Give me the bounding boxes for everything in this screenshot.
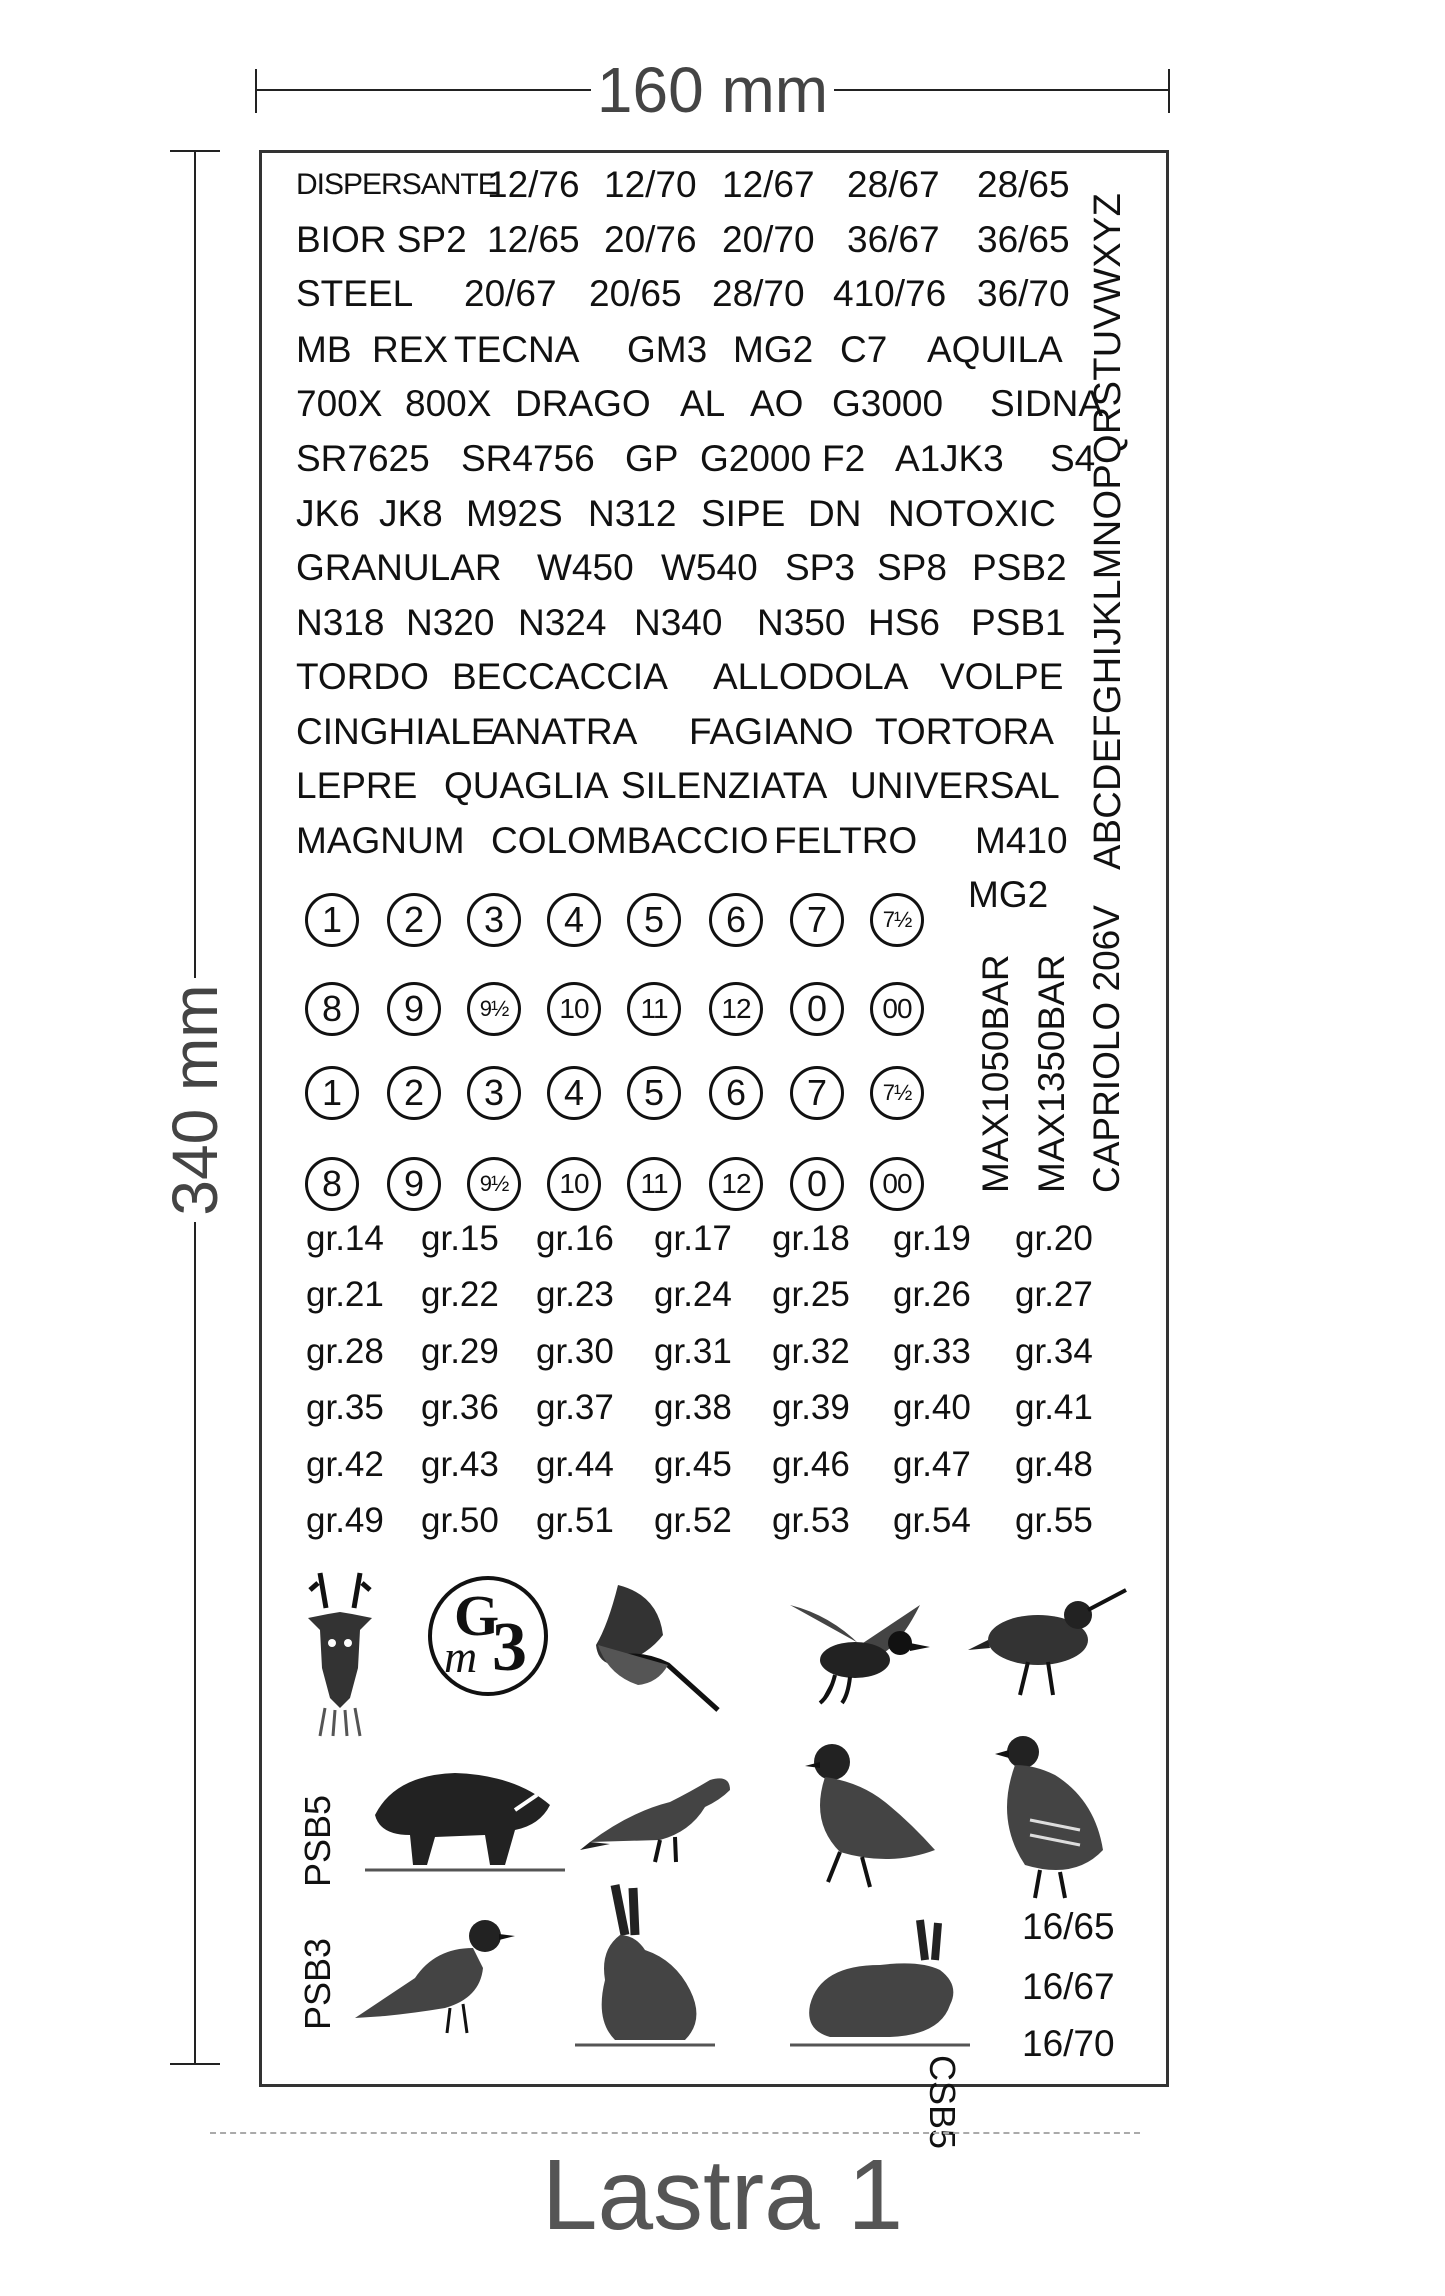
height-label: 340 mm <box>159 978 231 1221</box>
height-dimension <box>150 150 240 2065</box>
plate-text-item: 12/65 <box>487 219 580 260</box>
shot-number-circle: 1 <box>305 893 359 947</box>
gram-label: gr.53 <box>772 1501 850 1540</box>
gram-label: gr.14 <box>306 1219 384 1258</box>
gram-label: gr.47 <box>893 1445 971 1484</box>
plate-text-item: PSB1 <box>971 602 1066 643</box>
gram-label: gr.16 <box>536 1219 614 1258</box>
plate-text-item: F2 <box>822 438 866 479</box>
plate-text-item: N312 <box>588 493 677 534</box>
shot-number-circle: 2 <box>387 1066 441 1120</box>
gram-label: gr.29 <box>421 1332 499 1371</box>
plate-text-item: COLOMBACCIO <box>491 820 769 861</box>
plate-text-item: 410/76 <box>833 273 947 314</box>
duck-flying-icon <box>780 1585 940 1705</box>
plate-text-item: 20/70 <box>722 219 815 260</box>
capriolo-label: CAPRIOLO 206V <box>1086 905 1127 1193</box>
gram-label: gr.35 <box>306 1388 384 1427</box>
gram-label: gr.51 <box>536 1501 614 1540</box>
roe-deer-icon <box>290 1568 390 1738</box>
max1350-label: MAX1350BAR <box>1031 954 1072 1193</box>
shot-number-circle: 0 <box>790 982 844 1036</box>
shot-number-circle: 9 <box>387 1157 441 1211</box>
plate-text-item: VOLPE <box>940 656 1064 697</box>
gram-label: gr.27 <box>1015 1275 1093 1314</box>
size-16-65: 16/65 <box>1022 1906 1115 1947</box>
width-label: 160 mm <box>591 54 834 126</box>
plate-text-item: N320 <box>406 602 495 643</box>
plate-text-item: BIOR SP2 <box>296 219 467 260</box>
plate-text-item: 36/70 <box>977 273 1070 314</box>
plate-text-item: SIDNA <box>990 383 1104 424</box>
plate-text-item: N324 <box>518 602 607 643</box>
shot-number-circle: 1 <box>305 1066 359 1120</box>
shot-number-circle: 3 <box>467 893 521 947</box>
shot-number-circle: 8 <box>305 1157 359 1211</box>
size-16-67: 16/67 <box>1022 1966 1115 2007</box>
shot-number-circle: 9½ <box>467 1157 521 1211</box>
shot-number-circle: 4 <box>547 893 601 947</box>
plate-text-item: MAGNUM <box>296 820 465 861</box>
shot-number-circle: 2 <box>387 893 441 947</box>
shot-number-circle: 10 <box>547 982 601 1036</box>
gram-label: gr.43 <box>421 1445 499 1484</box>
plate-text-item: 800X <box>405 383 492 424</box>
plate-text-item: 12/76 <box>487 164 580 205</box>
plate-text-item: JK3 <box>940 438 1004 479</box>
shot-number-circle: 10 <box>547 1157 601 1211</box>
plate-text-item: STEEL <box>296 273 414 314</box>
snipe-icon <box>968 1570 1128 1700</box>
plate-text-item: W450 <box>537 547 634 588</box>
gram-label: gr.31 <box>654 1332 732 1371</box>
shot-number-circle: 9½ <box>467 982 521 1036</box>
width-dimension <box>255 55 1170 125</box>
gram-label: gr.20 <box>1015 1219 1093 1258</box>
plate-text-item: G2000 <box>700 438 812 479</box>
plate-text-item: 36/65 <box>977 219 1070 260</box>
plate-text-item: SP8 <box>877 547 947 588</box>
thrush-icon <box>355 1908 515 2038</box>
pigeon-icon <box>790 1732 940 1892</box>
plate-text-item: UNIVERSAL <box>850 765 1060 806</box>
plate-text-item: DRAGO <box>515 383 651 424</box>
plate-text-item: JK8 <box>379 493 443 534</box>
gram-label: gr.50 <box>421 1501 499 1540</box>
gram-label: gr.46 <box>772 1445 850 1484</box>
gram-label: gr.55 <box>1015 1501 1093 1540</box>
plate-text-item: G3000 <box>832 383 944 424</box>
plate-text-item: 700X <box>296 383 383 424</box>
plate-text-item: CINGHIALE <box>296 711 496 752</box>
plate-text-item: SR7625 <box>296 438 430 479</box>
partridge-icon <box>985 1730 1115 1900</box>
shot-number-circle: 4 <box>547 1066 601 1120</box>
plate-text-item: SILENZIATA <box>621 765 828 806</box>
plate-text-item: TECNA <box>454 329 580 370</box>
shot-number-circle: 5 <box>627 893 681 947</box>
gram-label: gr.45 <box>654 1445 732 1484</box>
plate-text-item: HS6 <box>868 602 940 643</box>
gram-label: gr.41 <box>1015 1388 1093 1427</box>
gram-label: gr.28 <box>306 1332 384 1371</box>
gram-label: gr.34 <box>1015 1332 1093 1371</box>
gram-label: gr.42 <box>306 1445 384 1484</box>
plate-text-item: DISPERSANTE <box>296 168 497 201</box>
psb5-label: PSB5 <box>297 1794 338 1887</box>
plate-text-item: TORDO <box>296 656 429 697</box>
gram-label: gr.48 <box>1015 1445 1093 1484</box>
mg2-label: MG2 <box>968 874 1049 915</box>
shot-number-circle: 3 <box>467 1066 521 1120</box>
gram-label: gr.25 <box>772 1275 850 1314</box>
plate-text-item: QUAGLIA <box>444 765 609 806</box>
plate-text-item: SIPE <box>701 493 786 534</box>
plate-text-item: 28/67 <box>847 164 940 205</box>
plate-text-item: 20/67 <box>464 273 557 314</box>
max1050-label: MAX1050BAR <box>975 954 1016 1193</box>
plate-text-item: NOTOXIC <box>888 493 1056 534</box>
gram-label: gr.33 <box>893 1332 971 1371</box>
gram-label: gr.37 <box>536 1388 614 1427</box>
shot-number-circle: 7½ <box>870 1066 924 1120</box>
gram-label: gr.52 <box>654 1501 732 1540</box>
plate-text-item: MB <box>296 329 352 370</box>
gram-label: gr.38 <box>654 1388 732 1427</box>
gram-label: gr.19 <box>893 1219 971 1258</box>
boar-icon <box>365 1755 565 1875</box>
plate-text-item: MG2 <box>733 329 814 370</box>
plate-text-item: A1 <box>895 438 941 479</box>
plate-text-item: S4 <box>1050 438 1096 479</box>
plate-text-item: N350 <box>757 602 846 643</box>
gram-label: gr.54 <box>893 1501 971 1540</box>
rabbit-icon <box>790 1915 970 2055</box>
plate-text-item: AO <box>750 383 804 424</box>
gram-label: gr.15 <box>421 1219 499 1258</box>
shot-number-circle: 6 <box>709 1066 763 1120</box>
turtle-dove-icon <box>580 1752 740 1872</box>
shot-number-circle: 00 <box>870 1157 924 1211</box>
plate-text-item: ALLODOLA <box>713 656 909 697</box>
gram-label: gr.30 <box>536 1332 614 1371</box>
shot-number-circle: 0 <box>790 1157 844 1211</box>
plate-text-item: FAGIANO <box>689 711 854 752</box>
gram-label: gr.39 <box>772 1388 850 1427</box>
csb5-label: CSB5 <box>922 2055 963 2150</box>
size-16-70: 16/70 <box>1022 2023 1115 2064</box>
plate-text-item: TORTORA <box>875 711 1054 752</box>
plate-text-item: C7 <box>840 329 888 370</box>
plate-text-item: GM3 <box>627 329 708 370</box>
shot-number-circle: 12 <box>709 1157 763 1211</box>
plate-text-item: REX <box>372 329 449 370</box>
shot-number-circle: 7 <box>790 893 844 947</box>
plate-text-item: 20/65 <box>589 273 682 314</box>
hare-sitting-icon <box>575 1880 715 2050</box>
plate-text-item: N340 <box>634 602 723 643</box>
gram-label: gr.22 <box>421 1275 499 1314</box>
plate-text-item: AL <box>680 383 726 424</box>
plate-text-item: M410 <box>975 820 1068 861</box>
shot-number-circle: 00 <box>870 982 924 1036</box>
psb3-label: PSB3 <box>297 1937 338 2030</box>
cut-line <box>210 2132 1140 2134</box>
gram-label: gr.18 <box>772 1219 850 1258</box>
plate-text-item: GP <box>625 438 679 479</box>
gram-label: gr.40 <box>893 1388 971 1427</box>
gram-label: gr.36 <box>421 1388 499 1427</box>
shot-number-circle: 12 <box>709 982 763 1036</box>
plate-text-item: PSB2 <box>972 547 1067 588</box>
shot-number-circle: 7½ <box>870 893 924 947</box>
gram-label: gr.32 <box>772 1332 850 1371</box>
shot-number-circle: 11 <box>627 982 681 1036</box>
shot-number-circle: 11 <box>627 1157 681 1211</box>
gram-label: gr.44 <box>536 1445 614 1484</box>
gram-label: gr.21 <box>306 1275 384 1314</box>
plate-text-item: 28/70 <box>712 273 805 314</box>
woodcock-flying-icon <box>578 1565 728 1715</box>
plate-text-item: 12/70 <box>604 164 697 205</box>
plate-text-item: SR4756 <box>461 438 595 479</box>
gram-label: gr.23 <box>536 1275 614 1314</box>
shot-number-circle: 8 <box>305 982 359 1036</box>
shot-number-circle: 5 <box>627 1066 681 1120</box>
caption: Lastra 1 <box>541 2139 904 2251</box>
shot-number-circle: 6 <box>709 893 763 947</box>
gram-label: gr.17 <box>654 1219 732 1258</box>
plate-text-item: W540 <box>661 547 758 588</box>
plate-text-item: N318 <box>296 602 385 643</box>
gm3-logo: G m 3 <box>428 1576 548 1696</box>
gram-label: gr.24 <box>654 1275 732 1314</box>
plate-text-item: 20/76 <box>604 219 697 260</box>
plate-text-item: FELTRO <box>774 820 918 861</box>
plate-text-item: JK6 <box>296 493 360 534</box>
plate-text-item: BECCACCIA <box>452 656 668 697</box>
plate-text-item: GRANULAR <box>296 547 502 588</box>
gram-label: gr.26 <box>893 1275 971 1314</box>
plate-text-item: LEPRE <box>296 765 418 806</box>
shot-number-circle: 9 <box>387 982 441 1036</box>
plate-text-item: SP3 <box>785 547 855 588</box>
shot-number-circle: 7 <box>790 1066 844 1120</box>
plate-text-item: AQUILA <box>927 329 1063 370</box>
plate-text-item: M92S <box>466 493 563 534</box>
plate-text-item: ANATRA <box>490 711 638 752</box>
alphabet-strip: ABCDEFGHIJKLMNOPQRSTUVWXYZ <box>1087 192 1129 870</box>
plate-text-item: 28/65 <box>977 164 1070 205</box>
plate-text-item: 36/67 <box>847 219 940 260</box>
gram-label: gr.49 <box>306 1501 384 1540</box>
plate-text-item: 12/67 <box>722 164 815 205</box>
plate-text-item: DN <box>808 493 862 534</box>
